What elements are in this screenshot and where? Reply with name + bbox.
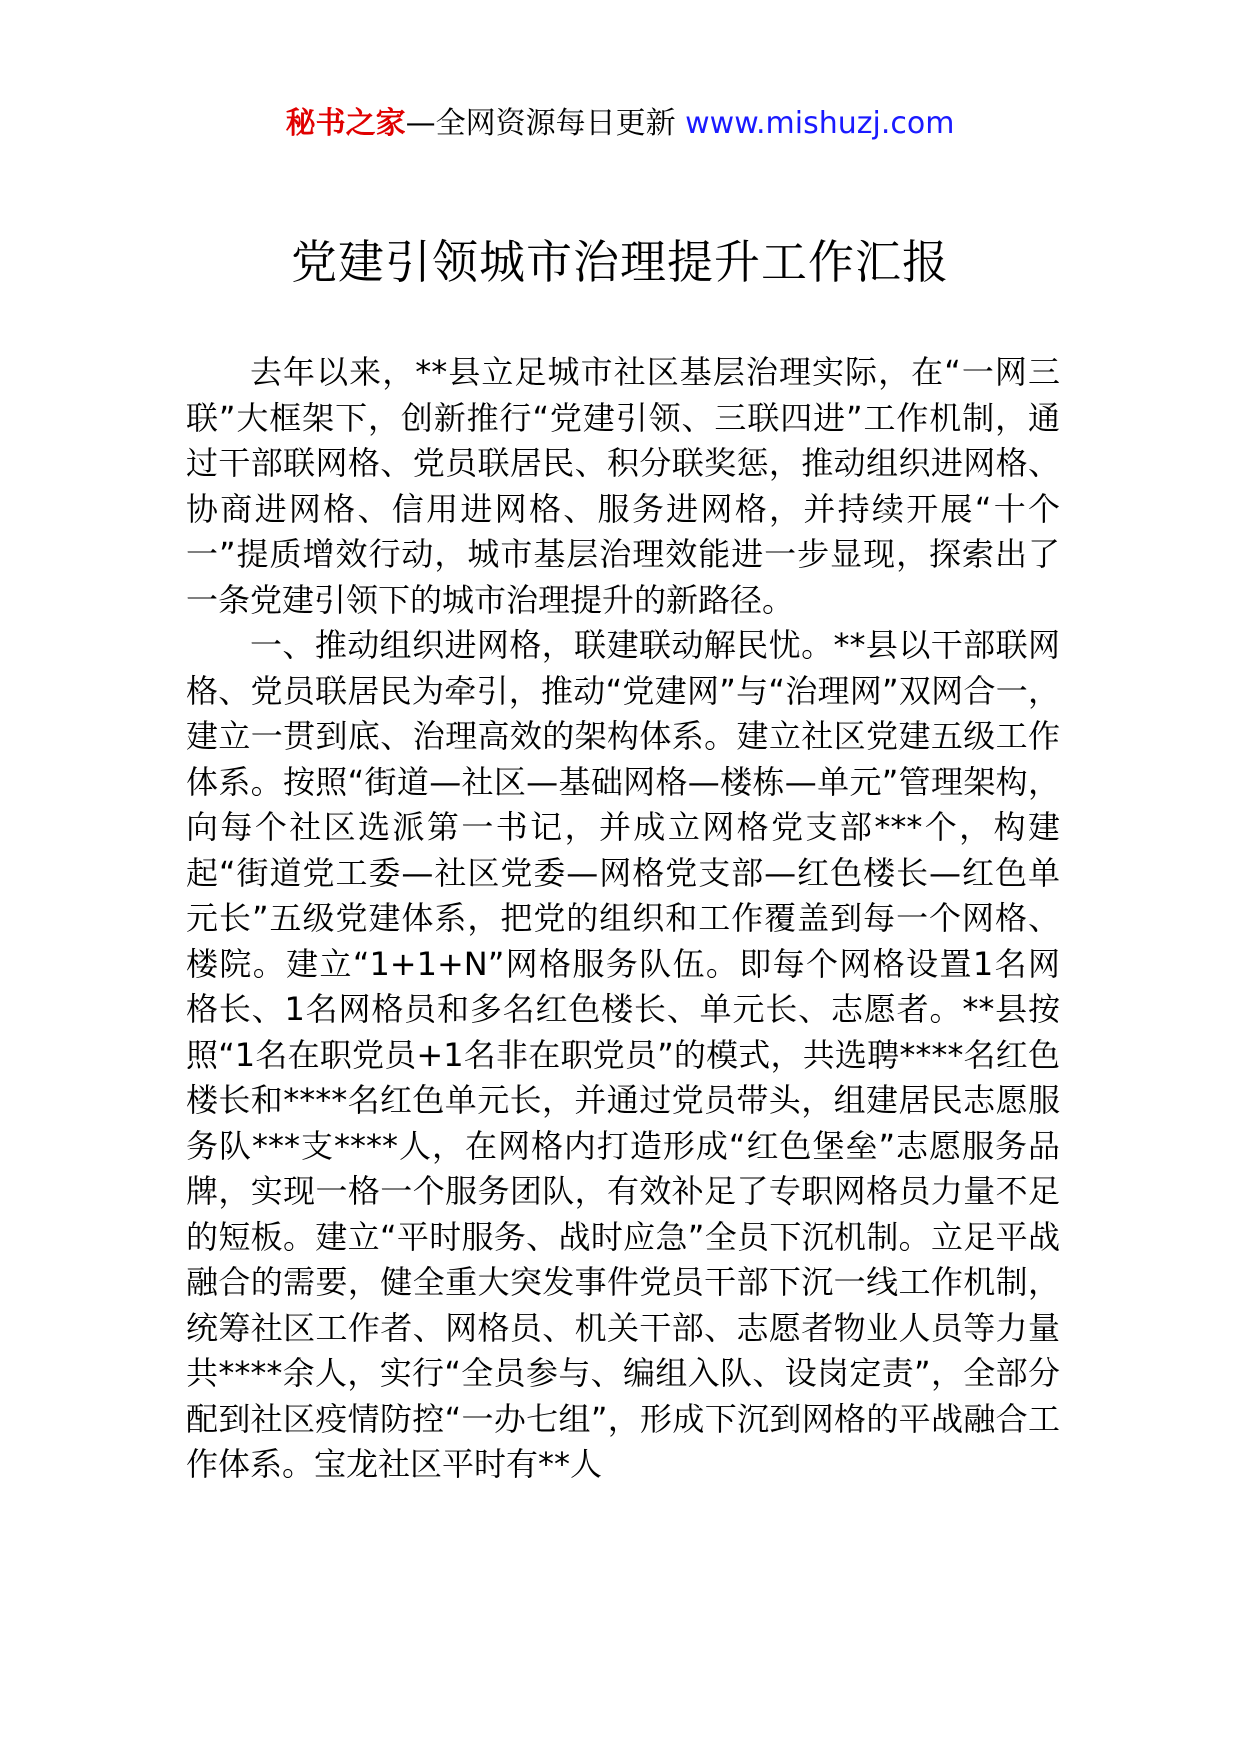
document-body	[186, 350, 1060, 1488]
paragraph-intro: 去年以来，**县立足城市社区基层治理实际，在“一网三联”大框架下，创新推行“党建引领、三联四进”工作机制，通过干部联网格、党员联居民、积分联奖惩，推动组织进网格、协商进网格、信用进网格、服务进网格，并持续开展“十个一”提质增效行动，城市基层治理效能进一步显现，探索出了一条党建引领下的城市治理提升的新路径。	[186, 353, 1060, 619]
header-tagline: —全网资源每日更新	[405, 106, 686, 141]
document-title: 党建引领城市治理提升工作汇报	[291, 235, 949, 289]
site-url[interactable]: www.mishuzj.com	[685, 106, 955, 141]
paragraph-section-1: 一、推动组织进网格，联建联动解民忧。**县以干部联网格、党员联居民为牵引，推动“党建网”与“治理网”双网合一，建立一贯到底、治理高效的架构体系。建立社区党建五级工作体系。按照“街道—社区—基础网格—楼栋—单元”管理架构，向每个社区选派第一书记，并成立网格党支部***个，构建起“街道党工委—社区党委—网格党支部—红色楼长—红色单元长”五级党建体系，把党的组织和工作覆盖到每一个网格、楼院。建立“1+1+N”网格服务队伍。即每个网格设置1名网格长、1名网格员和多名红色楼长、单元长、志愿者。**县按照“1名在职党员+1名非在职党员”的模式，共选聘****名红色楼长和****名红色单元长，并通过党员带头，组建居民志愿服务队***支****人，在网格内打造形成“红色堡垒”志愿服务品牌，实现一格一个服务团队，有效补足了专职网格员力量不足的短板。建立“平时服务、战时应急”全员下沉机制。立足平战融合的需要，健全重大突发事件党员干部下沉一线工作机制，统筹社区工作者、网格员、机关干部、志愿者物业人员等力量共****余人，实行“全员参与、编组入队、设岗定责”，全部分配到社区疫情防控“一办七组”，形成下沉到网格的平战融合工作体系。宝龙社区平时有**人	[186, 626, 1060, 1483]
brand-name: 秘书之家	[285, 106, 406, 141]
site-header	[0, 100, 1240, 148]
